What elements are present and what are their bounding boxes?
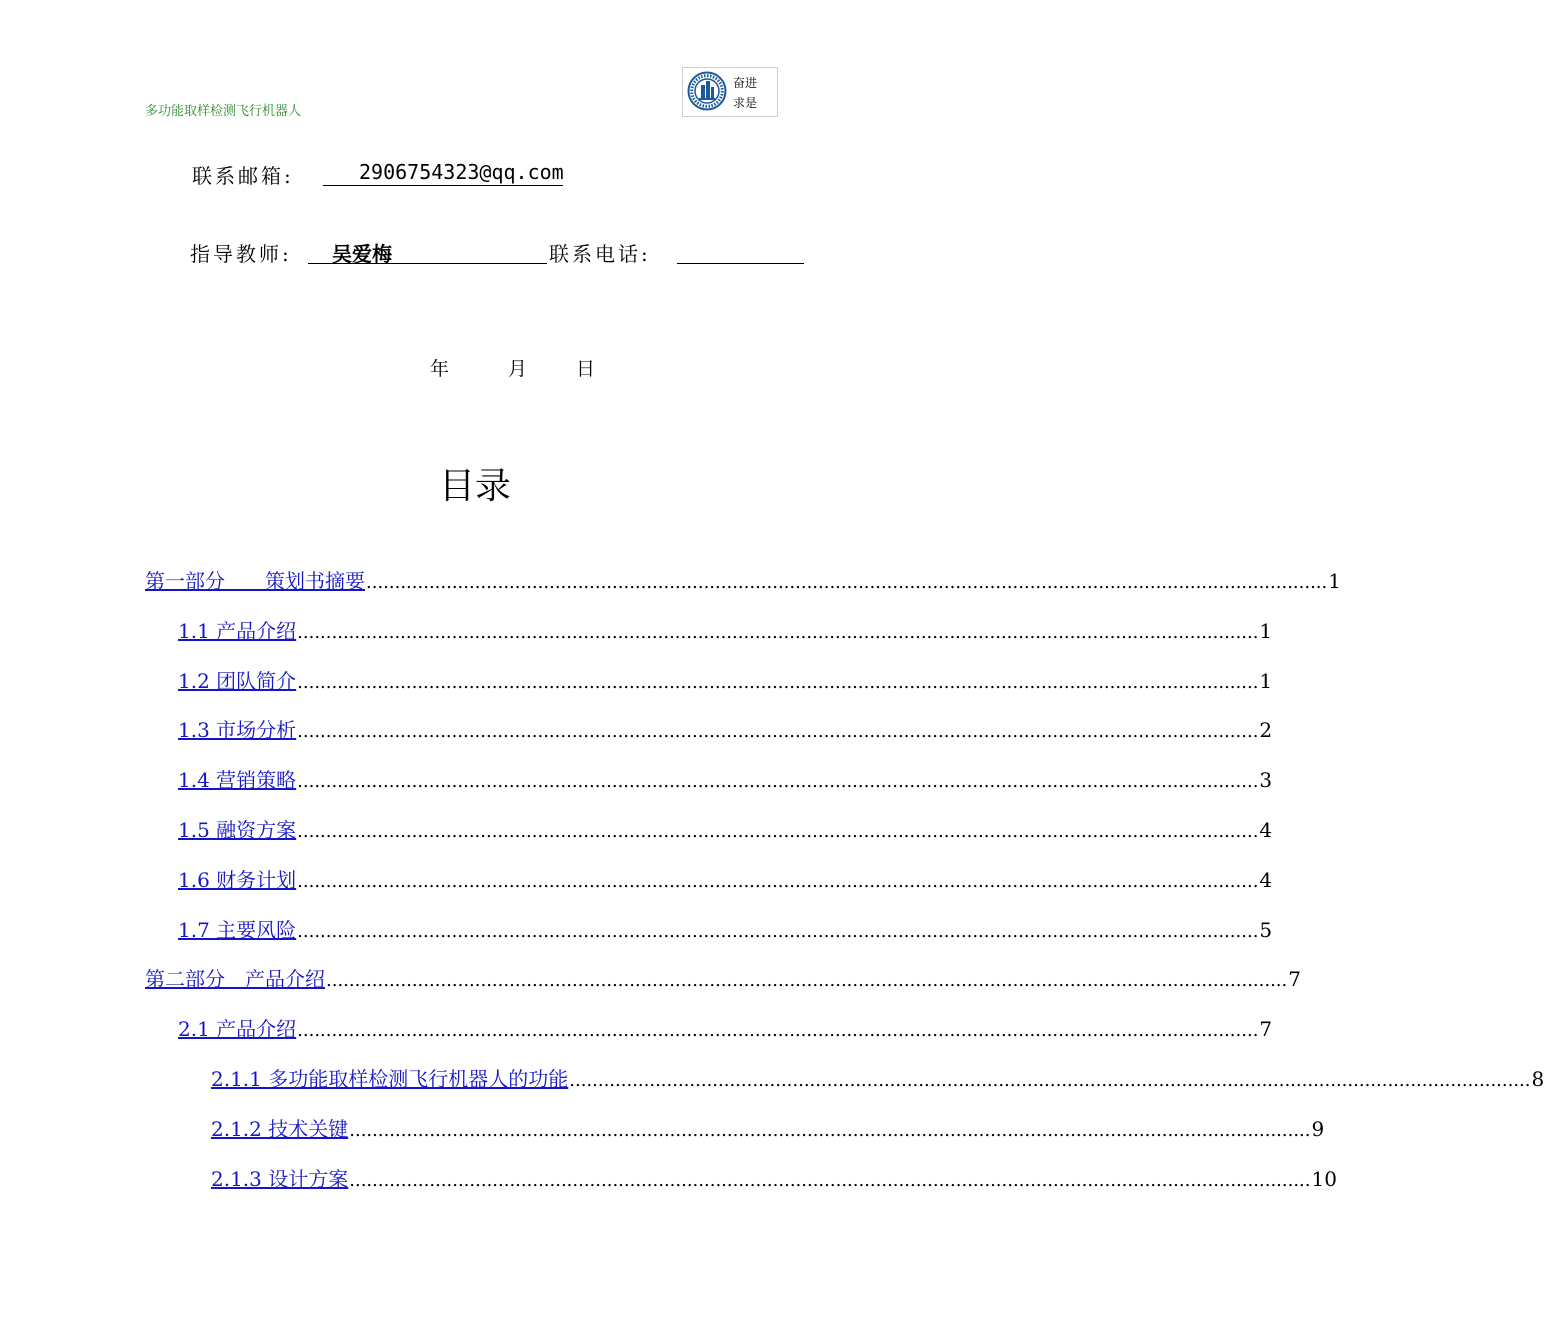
toc-leader: ........................................................................................................................................................................ — [569, 1070, 1531, 1091]
toc-page-number: 9 — [1311, 1117, 1325, 1141]
toc-entry[interactable] — [178, 615, 1273, 643]
toc-page-number: 3 — [1259, 768, 1273, 792]
toc-link[interactable]: 2.1.1 多功能取样检测飞行机器人的功能 — [211, 1067, 569, 1091]
toc-page-number: 1 — [1259, 619, 1273, 643]
toc-leader: ........................................................................................................................................................................ — [297, 622, 1259, 643]
toc-entry[interactable] — [178, 764, 1273, 792]
toc-leader: ........................................................................................................................................................................ — [297, 871, 1259, 892]
date-year: 年 — [430, 358, 450, 380]
toc-leader: ........................................................................................................................................................................ — [326, 970, 1288, 991]
toc-page-number: 10 — [1311, 1167, 1337, 1191]
toc-entry[interactable] — [178, 914, 1273, 942]
toc-link[interactable]: 1.7 主要风险 — [178, 918, 297, 942]
toc-entry[interactable] — [145, 963, 1301, 991]
toc-leader: ........................................................................................................................................................................ — [297, 721, 1259, 742]
university-logo — [682, 67, 778, 117]
toc-link[interactable]: 1.5 融资方案 — [178, 818, 297, 842]
toc-page-number: 4 — [1259, 868, 1273, 892]
toc-link[interactable]: 第二部分 产品介绍 — [145, 967, 325, 991]
toc-title: 目录 — [438, 466, 511, 507]
toc-leader: ........................................................................................................................................................................ — [297, 821, 1259, 842]
toc-page-number: 8 — [1531, 1067, 1544, 1091]
toc-page-number: 2 — [1259, 718, 1273, 742]
toc-link[interactable]: 1.2 团队简介 — [178, 669, 297, 693]
toc-page-number: 7 — [1259, 1017, 1273, 1041]
toc-entry[interactable] — [178, 864, 1273, 892]
toc-link[interactable]: 2.1.3 设计方案 — [211, 1167, 349, 1191]
advisor-label: 指导教师: — [190, 242, 292, 266]
toc-entry[interactable] — [178, 714, 1273, 742]
toc-leader: ........................................................................................................................................................................ — [297, 672, 1259, 693]
email-label: 联系邮箱: — [192, 164, 294, 188]
toc-leader: ........................................................................................................................................................................ — [349, 1120, 1311, 1141]
toc-entry[interactable] — [178, 665, 1273, 693]
toc-link[interactable]: 第一部分 策划书摘要 — [145, 569, 365, 593]
advisor-value: 吴爱梅 — [332, 242, 392, 266]
advisor-underline — [308, 238, 547, 264]
email-underline — [323, 160, 563, 186]
toc-leader: ........................................................................................................................................................................ — [366, 572, 1328, 593]
toc-leader: ........................................................................................................................................................................ — [297, 921, 1259, 942]
toc-link[interactable]: 2.1.2 技术关键 — [211, 1117, 349, 1141]
toc-leader: ........................................................................................................................................................................ — [349, 1170, 1311, 1191]
date-day: 日 — [576, 358, 596, 380]
phone-underline — [677, 238, 804, 264]
toc-link[interactable]: 1.4 营销策略 — [178, 768, 297, 792]
toc-leader: ........................................................................................................................................................................ — [297, 1020, 1259, 1041]
toc-entry[interactable] — [145, 565, 1341, 593]
toc-link[interactable]: 2.1 产品介绍 — [178, 1017, 297, 1041]
toc-link[interactable]: 1.1 产品介绍 — [178, 619, 297, 643]
email-value: 2906754323@qq.com — [359, 160, 564, 184]
logo-motto: 奋进 求是 — [733, 76, 758, 110]
toc-leader: ........................................................................................................................................................................ — [297, 771, 1259, 792]
university-seal-icon — [687, 71, 727, 111]
toc-page-number: 7 — [1288, 967, 1301, 991]
toc-page-number: 1 — [1328, 569, 1341, 593]
toc-entry[interactable] — [211, 1063, 1544, 1091]
toc-entry[interactable] — [211, 1113, 1325, 1141]
toc-entry[interactable] — [178, 814, 1273, 842]
toc-page-number: 4 — [1259, 818, 1273, 842]
toc-entry[interactable] — [211, 1163, 1337, 1191]
document-header-title: 多功能取样检测飞行机器人 — [145, 104, 302, 119]
toc-link[interactable]: 1.3 市场分析 — [178, 718, 297, 742]
date-month: 月 — [508, 358, 528, 380]
toc-entry[interactable] — [178, 1013, 1273, 1041]
toc-page-number: 1 — [1259, 669, 1273, 693]
toc-link[interactable]: 1.6 财务计划 — [178, 868, 297, 892]
toc-page-number: 5 — [1259, 918, 1273, 942]
phone-label: 联系电话: — [549, 242, 651, 266]
